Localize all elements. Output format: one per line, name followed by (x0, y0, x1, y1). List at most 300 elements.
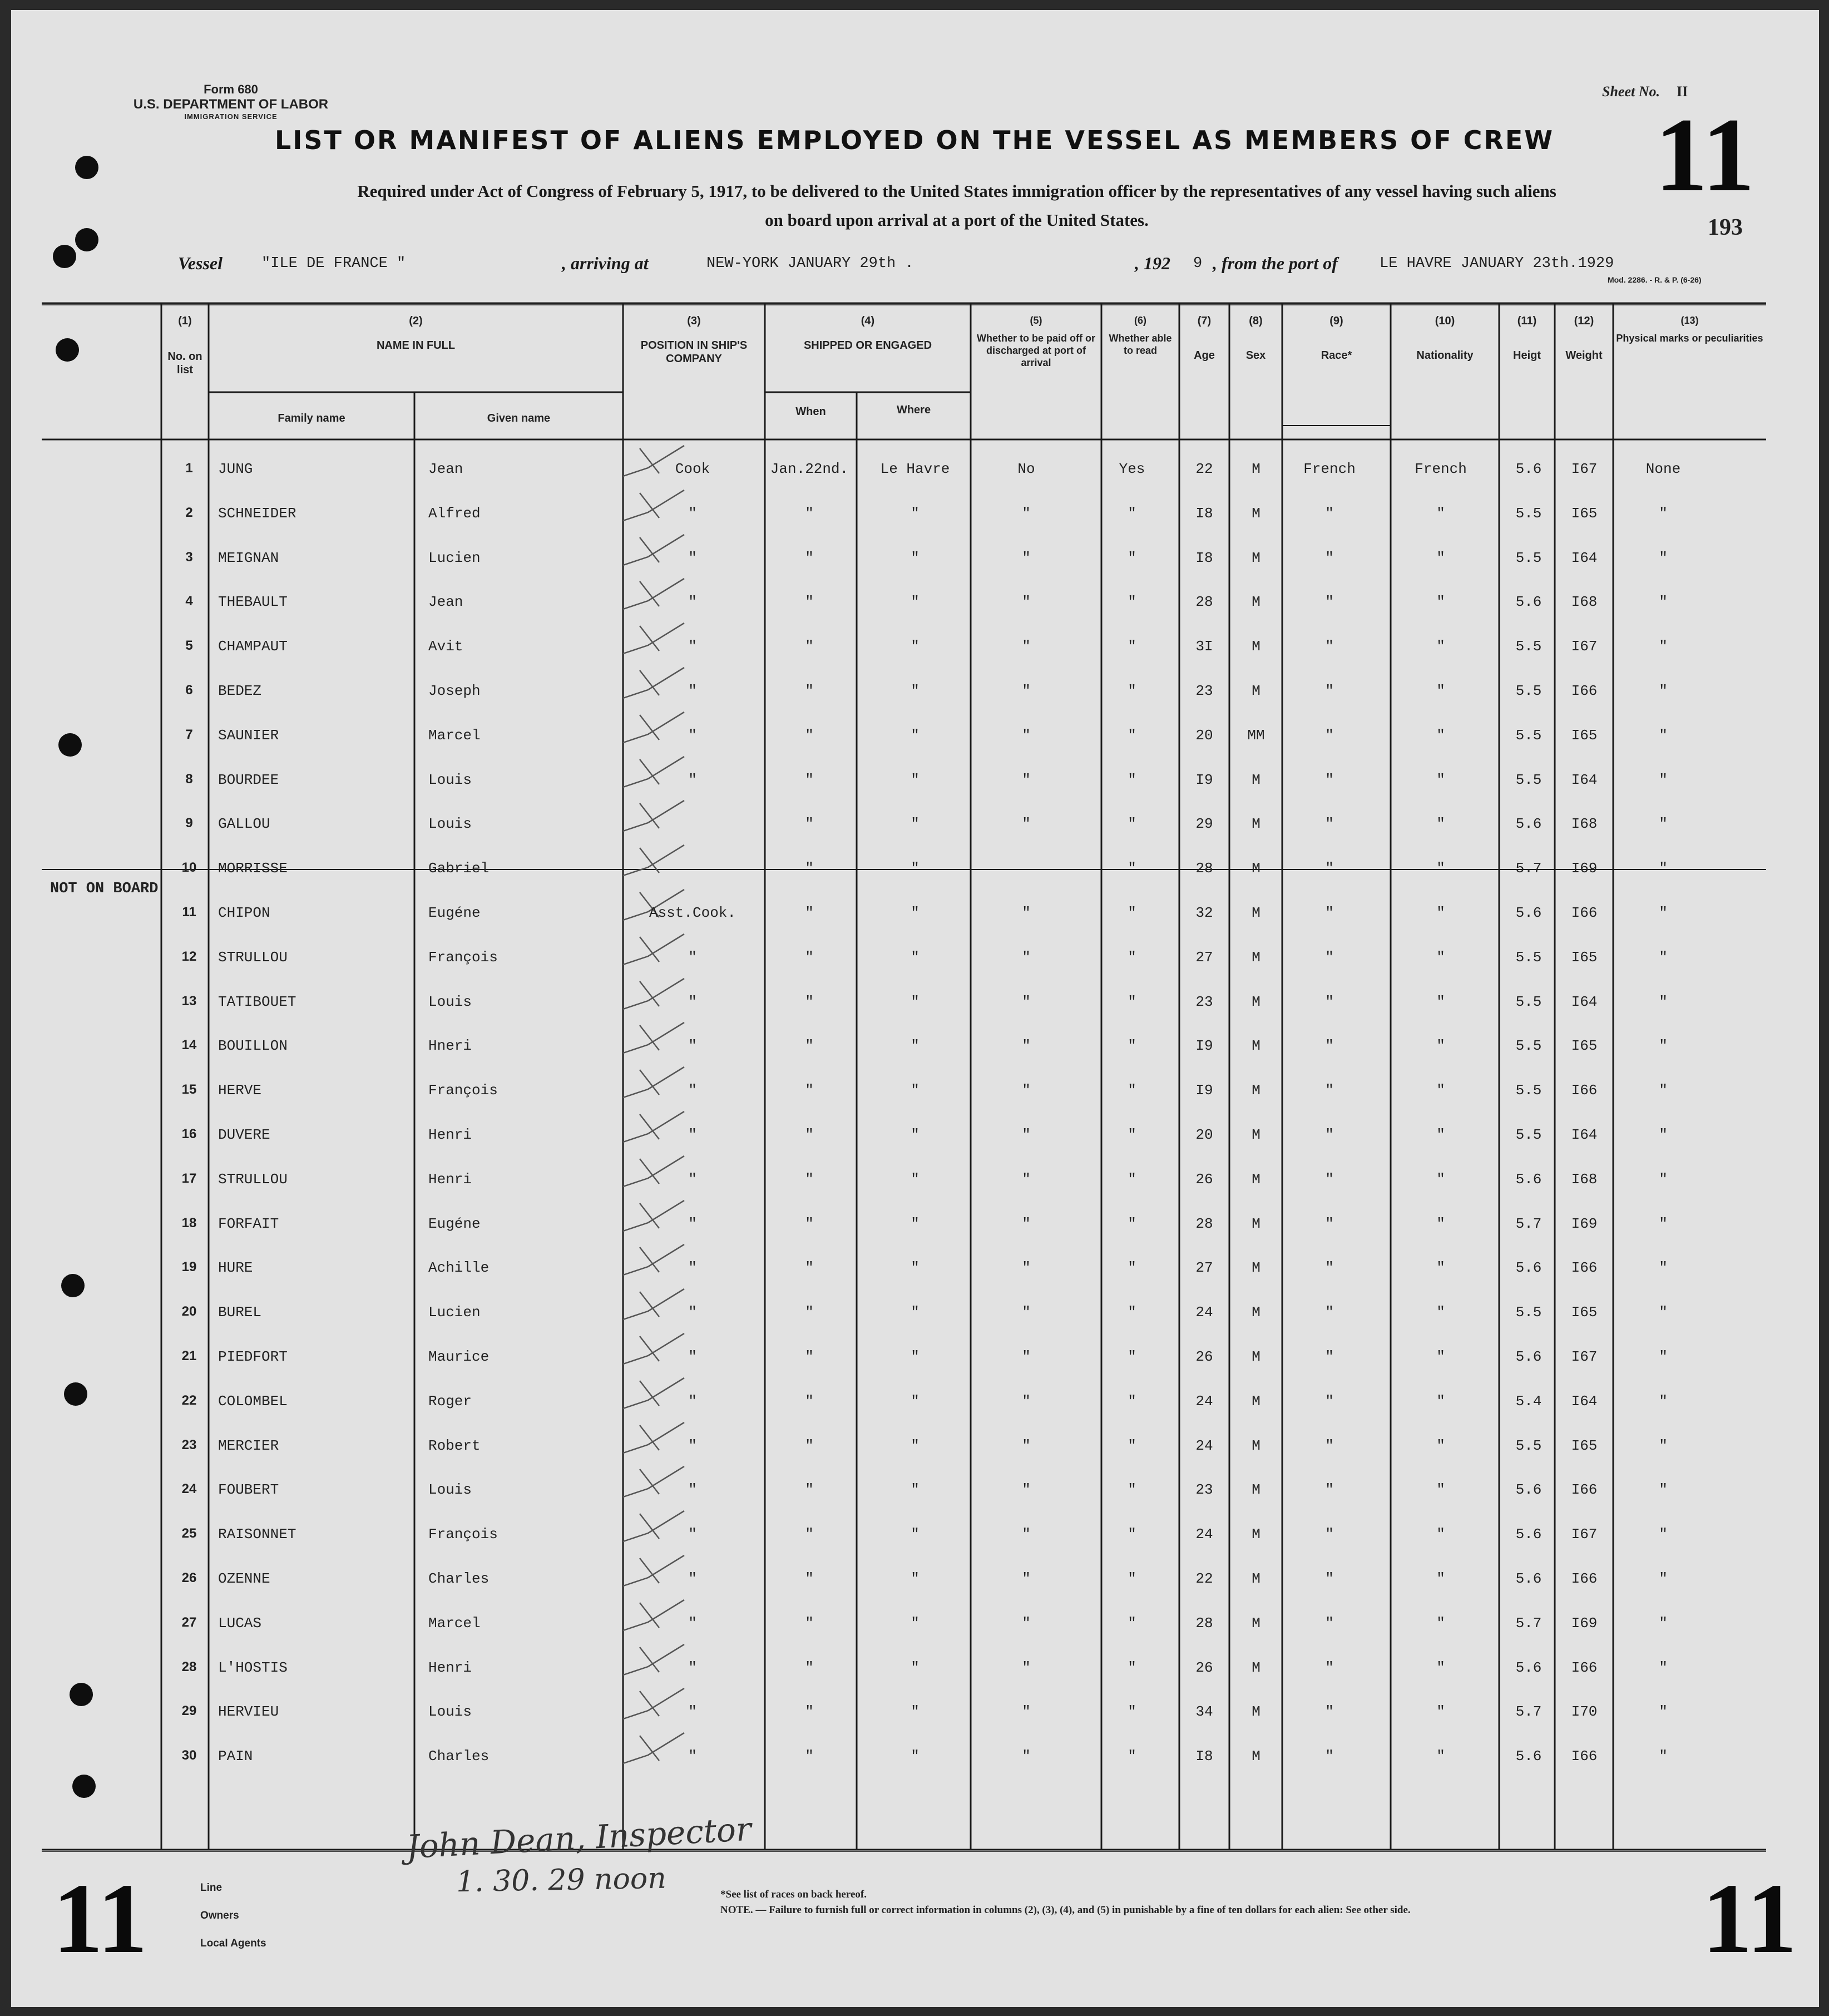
table-cell-age: 28 (1195, 1215, 1213, 1232)
table-cell-family-name: JUNG (218, 461, 253, 477)
table-cell-given-name: Charles (428, 1748, 490, 1765)
table-cell-family-name: FORFAIT (218, 1215, 279, 1232)
table-cell-able-to-read: " (1128, 1481, 1136, 1498)
table-cell-given-name: Louis (428, 1703, 472, 1720)
table-cell-physical-marks: " (1659, 1171, 1668, 1188)
col-header-where: Where (896, 404, 931, 416)
table-cell-weight: I66 (1571, 1659, 1598, 1676)
table-cell-able-to-read: " (1128, 860, 1136, 877)
table-cell-age: 23 (1195, 994, 1213, 1010)
arriving-value: NEW-YORK JANUARY 29th . (706, 255, 914, 272)
table-cell-race: " (1325, 1570, 1334, 1587)
table-cell-position: " (688, 1304, 697, 1321)
tick-mark (623, 535, 684, 565)
table-cell-position: " (688, 1215, 697, 1232)
table-cell-number: 19 (181, 1259, 197, 1274)
col-header-race (1282, 314, 1391, 362)
table-cell-age: 29 (1195, 816, 1213, 832)
col-number: (4) (861, 315, 875, 327)
table-cell-position: " (688, 1481, 697, 1498)
table-cell-paid-off: " (1022, 816, 1031, 832)
tick-mark (623, 801, 684, 831)
table-cell-sex: M (1252, 1570, 1260, 1587)
table-cell-paid-off: " (1022, 1393, 1031, 1410)
table-cell-nationality: " (1436, 860, 1445, 877)
table-cell-family-name: HERVIEU (218, 1703, 279, 1720)
table-cell-sex: M (1252, 772, 1260, 788)
table-cell-given-name: Hneri (428, 1037, 472, 1054)
col-number: (1) (178, 315, 192, 327)
table-cell-height: 5.6 (1515, 1259, 1542, 1276)
table-cell-able-to-read: " (1128, 505, 1136, 522)
department-name: U.S. DEPARTMENT OF LABOR (133, 97, 329, 112)
col-header-nationality (1391, 314, 1499, 362)
tick-mark (623, 1688, 684, 1719)
table-cell-position: Asst.Cook. (649, 905, 736, 921)
table-cell-shipped-where: " (911, 1615, 920, 1632)
tick-mark (623, 1111, 684, 1142)
table-cell-physical-marks: " (1659, 1259, 1668, 1276)
col-number: (12) (1574, 315, 1594, 327)
tick-mark (623, 490, 684, 521)
table-cell-sex: MM (1247, 727, 1265, 744)
table-cell-nationality: " (1436, 638, 1445, 655)
table-cell-shipped-when: " (805, 816, 814, 832)
table-cell-shipped-where: " (911, 1481, 920, 1498)
table-cell-sex: M (1252, 1126, 1260, 1143)
table-cell-shipped-where: " (911, 772, 920, 788)
table-cell-race: " (1325, 1615, 1334, 1632)
page-number: 193 (1708, 215, 1743, 240)
table-cell-position: " (688, 727, 697, 744)
table-cell-weight: I68 (1571, 594, 1598, 610)
col-header-shipped (765, 314, 971, 352)
table-cell-paid-off: " (1022, 1215, 1031, 1232)
table-cell-given-name: Marcel (428, 1615, 481, 1632)
col-number: (6) (1134, 315, 1146, 326)
table-cell-position: " (688, 1126, 697, 1143)
tick-marks (623, 446, 684, 1763)
races-footnote: *See list of races on back hereof. (720, 1889, 867, 1900)
table-cell-nationality: " (1436, 1703, 1445, 1720)
table-cell-able-to-read: " (1128, 905, 1136, 921)
table-cell-weight: I66 (1571, 1481, 1598, 1498)
table-cell-paid-off: " (1022, 1171, 1031, 1188)
table-cell-able-to-read: " (1128, 550, 1136, 566)
table-cell-shipped-when: " (805, 1215, 814, 1232)
table-cell-weight: I68 (1571, 816, 1598, 832)
table-cell-family-name: RAISONNET (218, 1526, 296, 1543)
table-cell-shipped-where: " (911, 860, 920, 877)
local-agents-label: Local Agents (200, 1938, 266, 1949)
tick-mark (623, 1511, 684, 1541)
table-cell-physical-marks: " (1659, 1393, 1668, 1410)
table-cell-able-to-read: " (1128, 1703, 1136, 1720)
table-cell-shipped-where: " (911, 905, 920, 921)
table-cell-able-to-read: Yes (1119, 461, 1145, 477)
table-cell-given-name: Henri (428, 1659, 472, 1676)
table-cell-weight: I67 (1571, 638, 1598, 655)
tick-mark (623, 1422, 684, 1453)
tick-mark (623, 668, 684, 698)
table-cell-position: " (688, 1615, 697, 1632)
tick-mark (623, 1156, 684, 1187)
table-cell-shipped-where: " (911, 1082, 920, 1099)
table-cell-given-name: Joseph (428, 683, 481, 699)
table-cell-weight: I67 (1571, 1526, 1598, 1543)
table-cell-sex: M (1252, 1481, 1260, 1498)
table-cell-nationality: " (1436, 550, 1445, 566)
table-cell-number: 9 (185, 816, 193, 831)
table-cell-race: " (1325, 1748, 1334, 1765)
table-cell-family-name: THEBAULT (218, 594, 288, 610)
table-cell-shipped-when: " (805, 905, 814, 921)
table-cell-paid-off: " (1022, 1348, 1031, 1365)
form-number: Form 680 (204, 82, 258, 96)
table-cell-age: 26 (1195, 1348, 1213, 1365)
table-cell-race: " (1325, 638, 1334, 655)
tick-mark (623, 712, 684, 743)
table-cell-nationality: " (1436, 1570, 1445, 1587)
table-cell-physical-marks: " (1659, 638, 1668, 655)
table-cell-able-to-read: " (1128, 1526, 1136, 1543)
table-cell-paid-off: " (1022, 1481, 1031, 1498)
table-cell-race: " (1325, 1526, 1334, 1543)
table-cell-family-name: FOUBERT (218, 1481, 279, 1498)
table-cell-able-to-read: " (1128, 1348, 1136, 1365)
table-cell-height: 5.6 (1515, 1526, 1542, 1543)
table-cell-shipped-when: Jan.22nd. (770, 461, 849, 477)
table-cell-given-name: Louis (428, 994, 472, 1010)
table-cell-shipped-when: " (805, 1082, 814, 1099)
table-cell-family-name: LUCAS (218, 1615, 262, 1632)
table-cell-shipped-where: " (911, 550, 920, 566)
table-cell-paid-off: " (1022, 1082, 1031, 1099)
table-cell-paid-off: " (1022, 1659, 1031, 1676)
table-cell-able-to-read: " (1128, 1615, 1136, 1632)
col-header-read (1104, 314, 1177, 357)
table-cell-weight: I65 (1571, 505, 1598, 522)
table-cell-number: 29 (181, 1703, 197, 1718)
table-cell-weight: I64 (1571, 1393, 1598, 1410)
table-cell-sex: M (1252, 1304, 1260, 1321)
tick-mark (623, 1333, 684, 1364)
table-cell-number: 16 (181, 1126, 197, 1142)
table-cell-nationality: " (1436, 994, 1445, 1010)
table-cell-position: " (688, 594, 697, 610)
table-cell-able-to-read: " (1128, 594, 1136, 610)
table-cell-position: " (688, 1082, 697, 1099)
table-cell-paid-off: " (1022, 994, 1031, 1010)
table-cell-given-name: Alfred (428, 505, 481, 522)
col-header-age (1179, 314, 1229, 362)
table-cell-nationality: " (1436, 1126, 1445, 1143)
table-cell-age: I9 (1195, 1082, 1213, 1099)
table-cell-height: 5.5 (1515, 1437, 1542, 1454)
table-cell-family-name: MEIGNAN (218, 550, 279, 566)
table-cell-age: 24 (1195, 1437, 1213, 1454)
table-cell-number: 22 (181, 1393, 197, 1408)
table-cell-height: 5.6 (1515, 1748, 1542, 1765)
table-cell-paid-off: " (1022, 1570, 1031, 1587)
table-cell-position: " (688, 1526, 697, 1543)
col-label: Age (1194, 349, 1215, 362)
table-cell-sex: M (1252, 1082, 1260, 1099)
table-cell-given-name: Gabriel (428, 860, 490, 877)
table-cell-family-name: DUVERE (218, 1126, 270, 1143)
table-cell-sex: M (1252, 638, 1260, 655)
table-cell-number: 17 (181, 1171, 197, 1186)
table-cell-nationality: " (1436, 1393, 1445, 1410)
table-cell-weight: I68 (1571, 1171, 1598, 1188)
tick-mark (623, 979, 684, 1009)
subtitle-line-1: Required under Act of Congress of February 5, 1917, to be delivered to the United States immigration officer by the representatives of any vessel having such aliens (357, 181, 1556, 201)
table-cell-physical-marks: " (1659, 1437, 1668, 1454)
table-cell-able-to-read: " (1128, 1082, 1136, 1099)
table-cell-race: " (1325, 1703, 1334, 1720)
table-cell-given-name: Louis (428, 772, 472, 788)
table-cell-sex: M (1252, 1171, 1260, 1188)
col-label: Whether to be paid off or discharged at port of arrival (977, 333, 1095, 368)
table-cell-sex: M (1252, 1437, 1260, 1454)
table-cell-height: 5.6 (1515, 461, 1542, 477)
penalty-note: NOTE. — Failure to furnish full or correct information in columns (2), (3), (4), and (5) in punishable by a fine of ten dollars for each alien: See other side. (720, 1904, 1411, 1916)
table-cell-family-name: SCHNEIDER (218, 505, 296, 522)
table-cell-able-to-read: " (1128, 638, 1136, 655)
table-cell-height: 5.6 (1515, 1348, 1542, 1365)
table-cell-shipped-when: " (805, 1481, 814, 1498)
table-cell-shipped-where: " (911, 1304, 920, 1321)
table-cell-sex: M (1252, 1703, 1260, 1720)
form-modification-note: Mod. 2286. - R. & P. (6-26) (1608, 275, 1702, 284)
subtitle-line-2: on board upon arrival at a port of the United States. (765, 210, 1149, 230)
col-label: SHIPPED OR ENGAGED (803, 339, 932, 352)
table-cell-sex: M (1252, 683, 1260, 699)
table-cell-race: " (1325, 683, 1334, 699)
table-cell-shipped-where: " (911, 1570, 920, 1587)
table-cell-position: Cook (675, 461, 710, 477)
col-number: (11) (1517, 315, 1537, 327)
line-label: Line (200, 1882, 223, 1894)
from-port-label: , from the port of (1213, 253, 1338, 273)
table-cell-shipped-where: " (911, 505, 920, 522)
col-label: Physical marks or peculiarities (1616, 333, 1763, 344)
table-cell-number: 3 (185, 550, 193, 565)
table-cell-able-to-read: " (1128, 1437, 1136, 1454)
table-cell-height: 5.5 (1515, 772, 1542, 788)
table-cell-nationality: " (1436, 1437, 1445, 1454)
table-cell-physical-marks: " (1659, 1570, 1668, 1587)
table-cell-age: 27 (1195, 949, 1213, 966)
table-cell-given-name: Jean (428, 461, 463, 477)
table-cell-paid-off: " (1022, 905, 1031, 921)
table-cell-shipped-where: " (911, 1171, 920, 1188)
table-cell-paid-off: " (1022, 1703, 1031, 1720)
table-cell-age: 34 (1195, 1703, 1213, 1720)
vessel-name: "ILE DE FRANCE " (261, 255, 406, 272)
table-cell-able-to-read: " (1128, 1659, 1136, 1676)
table-cell-height: 5.5 (1515, 683, 1542, 699)
table-cell-nationality: " (1436, 1615, 1445, 1632)
table-cell-number: 10 (181, 860, 197, 875)
table-cell-shipped-when: " (805, 1393, 814, 1410)
table-cell-position: " (688, 1259, 697, 1276)
table-cell-shipped-when: " (805, 1126, 814, 1143)
table-cell-family-name: OZENNE (218, 1570, 270, 1587)
table-cell-number: 6 (185, 683, 193, 698)
table-cell-race: " (1325, 1437, 1334, 1454)
table-cell-race: " (1325, 772, 1334, 788)
table-cell-nationality: " (1436, 1526, 1445, 1543)
col-label: POSITION IN SHIP'S COMPANY (640, 339, 748, 365)
tick-mark (623, 757, 684, 787)
table-cell-number: 28 (181, 1659, 197, 1674)
table-cell-number: 11 (182, 905, 196, 920)
table-cell-physical-marks: " (1659, 772, 1668, 788)
table-cell-nationality: " (1436, 1748, 1445, 1765)
table-cell-sex: M (1252, 949, 1260, 966)
table-cell-family-name: GALLOU (218, 816, 270, 832)
table-cell-age: 24 (1195, 1526, 1213, 1543)
tick-mark (623, 1067, 684, 1098)
table-cell-family-name: L'HOSTIS (218, 1659, 288, 1676)
table-cell-weight: I64 (1571, 1126, 1598, 1143)
table-cell-paid-off: " (1022, 683, 1031, 699)
table-cell-paid-off: " (1022, 1615, 1031, 1632)
tick-mark (623, 1289, 684, 1320)
table-cell-weight: I64 (1571, 550, 1598, 566)
table-cell-height: 5.7 (1515, 1215, 1542, 1232)
table-cell-height: 5.6 (1515, 1659, 1542, 1676)
table-cell-age: 27 (1195, 1259, 1213, 1276)
tick-mark (623, 1466, 684, 1497)
table-cell-age: 20 (1195, 1126, 1213, 1143)
table-cell-position: " (688, 994, 697, 1010)
table-cell-position: " (688, 1703, 697, 1720)
table-cell-number: 23 (181, 1437, 197, 1452)
table-cell-given-name: Eugéne (428, 1215, 481, 1232)
col-number: (10) (1435, 315, 1455, 327)
table-cell-sex: M (1252, 1748, 1260, 1765)
table-cell-able-to-read: " (1128, 772, 1136, 788)
table-cell-family-name: HERVE (218, 1082, 262, 1099)
table-cell-race: " (1325, 1659, 1334, 1676)
table-cell-able-to-read: " (1128, 1304, 1136, 1321)
table-cell-sex: M (1252, 1259, 1260, 1276)
table-cell-physical-marks: " (1659, 1526, 1668, 1543)
table-cell-shipped-where: " (911, 1748, 920, 1765)
table-cell-shipped-where: " (911, 1437, 920, 1454)
table-cell-weight: I69 (1571, 1615, 1598, 1632)
table-cell-nationality: " (1436, 1348, 1445, 1365)
col-number: (7) (1197, 315, 1212, 327)
table-cell-weight: I70 (1571, 1703, 1598, 1720)
table-cell-sex: M (1252, 994, 1260, 1010)
table-cell-shipped-when: " (805, 1659, 814, 1676)
table-cell-shipped-when: " (805, 994, 814, 1010)
tick-mark (623, 1644, 684, 1675)
table-cell-position: " (688, 1437, 697, 1454)
table-cell-height: 5.6 (1515, 816, 1542, 832)
table-cell-number: 20 (181, 1304, 197, 1319)
table-cell-age: 23 (1195, 683, 1213, 699)
table-cell-age: 23 (1195, 1481, 1213, 1498)
table-cell-family-name: PIEDFORT (218, 1348, 288, 1365)
table-cell-given-name: François (428, 949, 498, 966)
table-cell-weight: I65 (1571, 1304, 1598, 1321)
table-cell-paid-off: " (1022, 594, 1031, 610)
tick-mark (623, 623, 684, 654)
table-cell-paid-off: " (1022, 949, 1031, 966)
col-label: Sex (1245, 349, 1266, 362)
inspector-signature: John Dean, Inspector (405, 1810, 753, 1866)
table-cell-able-to-read: " (1128, 949, 1136, 966)
table-cell-given-name: Henri (428, 1171, 472, 1188)
table-cell-given-name: Henri (428, 1126, 472, 1143)
table-cell-number: 2 (185, 505, 193, 520)
table-cell-nationality: " (1436, 1215, 1445, 1232)
table-cell-weight: I65 (1571, 1037, 1598, 1054)
col-number: (5) (1030, 315, 1042, 326)
table-cell-number: 15 (181, 1082, 197, 1097)
table-cell-family-name: CHIPON (218, 905, 270, 921)
table-cell-paid-off: " (1022, 1304, 1031, 1321)
table-cell-given-name: Lucien (428, 1304, 481, 1321)
table-cell-height: 5.5 (1515, 638, 1542, 655)
table-cell-race: " (1325, 1082, 1334, 1099)
table-cell-given-name: Charles (428, 1570, 490, 1587)
table-cell-shipped-when: " (805, 860, 814, 877)
table-cell-nationality: " (1436, 1259, 1445, 1276)
table-cell-number: 12 (181, 949, 197, 964)
table-cell-physical-marks: " (1659, 1615, 1668, 1632)
table-cell-shipped-when: " (805, 1259, 814, 1276)
page-title: LIST OR MANIFEST OF ALIENS EMPLOYED ON THE VESSEL AS MEMBERS OF CREW (274, 125, 1554, 155)
table-cell-family-name: STRULLOU (218, 1171, 288, 1188)
table-cell-family-name: TATIBOUET (218, 994, 296, 1010)
table-cell-weight: I66 (1571, 1570, 1598, 1587)
table-cell-given-name: Lucien (428, 550, 481, 566)
table-cell-nationality: " (1436, 816, 1445, 832)
table-cell-shipped-where: " (911, 683, 920, 699)
table-cell-age: 24 (1195, 1304, 1213, 1321)
table-cell-height: 5.5 (1515, 550, 1542, 566)
table-cell-given-name: Maurice (428, 1348, 490, 1365)
table-cell-number: 18 (181, 1215, 197, 1231)
col-number: (2) (409, 315, 423, 327)
col-label: Weight (1565, 349, 1603, 362)
table-cell-weight: I69 (1571, 1215, 1598, 1232)
table-cell-shipped-when: " (805, 1171, 814, 1188)
table-cell-physical-marks: " (1659, 505, 1668, 522)
table-cell-age: 32 (1195, 905, 1213, 921)
table-cell-nationality: French (1415, 461, 1467, 477)
table-cell-family-name: CHAMPAUT (218, 638, 288, 655)
table-cell-age: I8 (1195, 1748, 1213, 1765)
table-cell-able-to-read: " (1128, 683, 1136, 699)
vessel-label: Vessel (178, 253, 223, 273)
table-cell-paid-off: No (1017, 461, 1035, 477)
table-cell-sex: M (1252, 860, 1260, 877)
not-on-board-note: NOT ON BOARD (50, 881, 159, 897)
tick-mark (623, 1200, 684, 1231)
col-header-paid-off (976, 314, 1096, 369)
table-cell-physical-marks: None (1645, 461, 1681, 477)
table-cell-position: " (688, 550, 697, 566)
table-cell-sex: M (1252, 816, 1260, 832)
table-cell-sex: M (1252, 1348, 1260, 1365)
table-cell-shipped-when: " (805, 683, 814, 699)
